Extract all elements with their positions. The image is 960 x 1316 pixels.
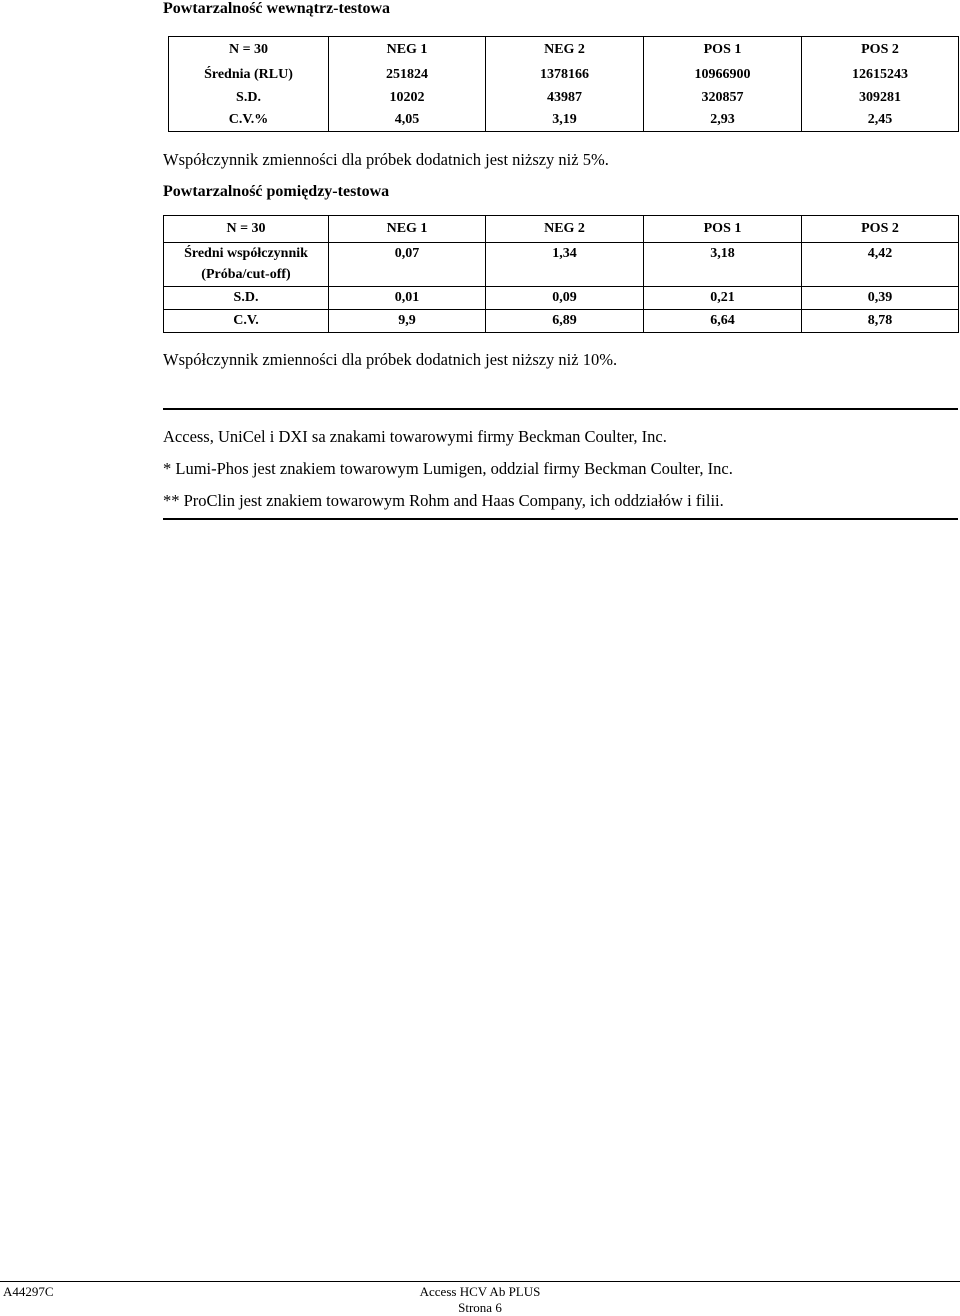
trademark-line: Access, UniCel i DXI sa znakami towarowymi firmy Beckman Coulter, Inc.	[163, 427, 667, 446]
row-label: Średnia (RLU)	[169, 64, 329, 87]
table-cell: 4,05	[329, 109, 486, 132]
footer-rule	[0, 1281, 960, 1282]
table-cell: 3,18	[644, 243, 802, 265]
table-cell: 251824	[329, 64, 486, 87]
table-cell: 8,78	[802, 310, 959, 333]
header-cell: NEG 2	[486, 216, 644, 243]
table-cell: 6,64	[644, 310, 802, 333]
row-label: C.V.%	[169, 109, 329, 132]
header-cell: NEG 1	[329, 216, 486, 243]
table-cell: 4,42	[802, 243, 959, 265]
trademark-line: * Lumi-Phos jest znakiem towarowym Lumigen, oddzial firmy Beckman Coulter, Inc.	[163, 459, 733, 478]
header-cell: N = 30	[164, 216, 329, 243]
header-cell: NEG 2	[486, 37, 644, 64]
table-cell: 309281	[802, 87, 959, 109]
table-row	[169, 87, 959, 109]
section-heading-inter: Powtarzalność pomiędzy-testowa	[163, 183, 390, 200]
row-label: S.D.	[169, 87, 329, 109]
header-cell: POS 2	[802, 216, 959, 243]
table-cell: 3,19	[486, 109, 644, 132]
table-row	[169, 64, 959, 87]
table-cell: 10202	[329, 87, 486, 109]
intra-assay-table	[168, 36, 959, 132]
trademark-line: ** ProClin jest znakiem towarowym Rohm and Haas Company, ich oddziałów i filii.	[163, 491, 724, 510]
table-row	[169, 109, 959, 132]
inter-assay-table	[163, 215, 959, 333]
document-code: A44297C	[3, 1284, 54, 1299]
table-cell: 6,89	[486, 310, 644, 333]
header-cell: POS 2	[802, 37, 959, 64]
table-header-row	[169, 37, 959, 64]
row-label: Średni współczynnik	[164, 243, 329, 265]
table-cell	[802, 265, 959, 287]
table-row	[164, 310, 959, 333]
section-heading-intra: Powtarzalność wewnątrz-testowa	[163, 0, 391, 17]
header-cell: NEG 1	[329, 37, 486, 64]
table-cell: 0,09	[486, 287, 644, 310]
table-cell: 2,93	[644, 109, 802, 132]
table-cell: 9,9	[329, 310, 486, 333]
table-cell: 0,01	[329, 287, 486, 310]
table-cell: 2,45	[802, 109, 959, 132]
table-cell	[644, 265, 802, 287]
intra-note: Współczynnik zmienności dla próbek dodatnich jest niższy niż 5%.	[163, 150, 609, 169]
table-cell: 0,07	[329, 243, 486, 265]
table-cell	[486, 265, 644, 287]
header-cell: POS 1	[644, 216, 802, 243]
inter-note: Współczynnik zmienności dla próbek dodatnich jest niższy niż 10%.	[163, 350, 618, 369]
header-cell: N = 30	[169, 37, 329, 64]
product-name: Access HCV Ab PLUS	[419, 1284, 541, 1299]
divider-bottom	[163, 518, 958, 520]
table-cell: 12615243	[802, 64, 959, 87]
table-row	[164, 265, 959, 287]
table-cell: 43987	[486, 87, 644, 109]
row-label: C.V.	[164, 310, 329, 333]
table-cell: 0,39	[802, 287, 959, 310]
table-cell: 0,21	[644, 287, 802, 310]
table-header-row	[164, 216, 959, 243]
table-cell	[329, 265, 486, 287]
table-cell: 320857	[644, 87, 802, 109]
divider-top	[163, 408, 958, 410]
table-cell: 1,34	[486, 243, 644, 265]
row-label: S.D.	[164, 287, 329, 310]
page-number: Strona 6	[458, 1300, 502, 1315]
table-row	[164, 243, 959, 265]
header-cell: POS 1	[644, 37, 802, 64]
table-cell: 1378166	[486, 64, 644, 87]
table-cell: 10966900	[644, 64, 802, 87]
row-label: (Próba/cut-off)	[164, 265, 329, 287]
table-row	[164, 287, 959, 310]
